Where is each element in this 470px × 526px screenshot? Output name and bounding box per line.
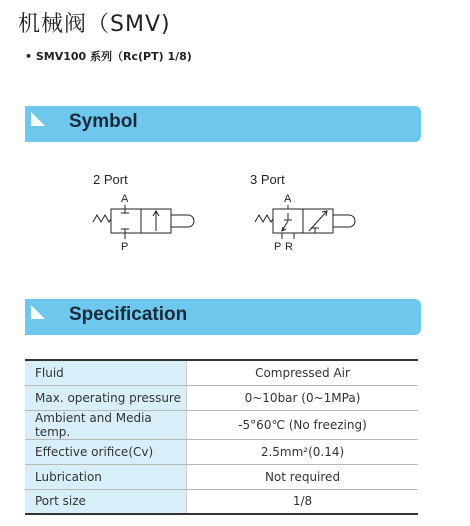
spec-value: Compressed Air — [187, 360, 419, 385]
banner-corner-icon — [31, 305, 45, 319]
valve-symbols — [25, 165, 421, 265]
spec-label: Max. operating pressure — [25, 385, 187, 410]
spec-value: 0~10bar (0~1MPa) — [187, 385, 419, 410]
table-row — [25, 385, 418, 410]
port3-label-p: P — [274, 241, 282, 253]
spec-label: Fluid — [25, 360, 187, 385]
port3-label-r: R — [285, 241, 293, 253]
spec-label: Lubrication — [25, 464, 187, 489]
symbol-section-title: Symbol — [69, 111, 138, 132]
spec-section-title: Specification — [69, 304, 188, 325]
port3-label-a: A — [284, 193, 292, 205]
table-row — [25, 439, 418, 464]
table-row — [25, 360, 418, 385]
table-row — [25, 464, 418, 489]
spec-label: Effective orifice(Cv) — [25, 439, 187, 464]
port2-title: 2 Port — [93, 172, 128, 187]
port2-valve-symbol — [93, 205, 194, 239]
spec-label: Ambient and Media temp. — [25, 410, 187, 439]
port3-title: 3 Port — [250, 172, 285, 187]
table-row — [25, 410, 418, 439]
spec-value: -5°60℃ (No freezing) — [187, 410, 419, 439]
port2-label-a: A — [121, 193, 129, 205]
port2-label-p: P — [121, 241, 129, 253]
spec-value: 2.5mm²(0.14) — [187, 439, 419, 464]
banner-corner-icon — [31, 112, 45, 126]
page-title: 机械阀（SMV) — [18, 12, 171, 37]
spec-section-banner — [25, 299, 421, 335]
spec-table — [25, 359, 418, 515]
spec-value: Not required — [187, 464, 419, 489]
series-subtitle: • SMV100 系列（Rc(PT) 1/8) — [25, 50, 192, 63]
symbol-section-banner — [25, 106, 421, 142]
spec-value: 1/8 — [187, 489, 419, 514]
table-row — [25, 489, 418, 514]
spec-label: Port size — [25, 489, 187, 514]
port3-valve-symbol — [255, 205, 355, 239]
